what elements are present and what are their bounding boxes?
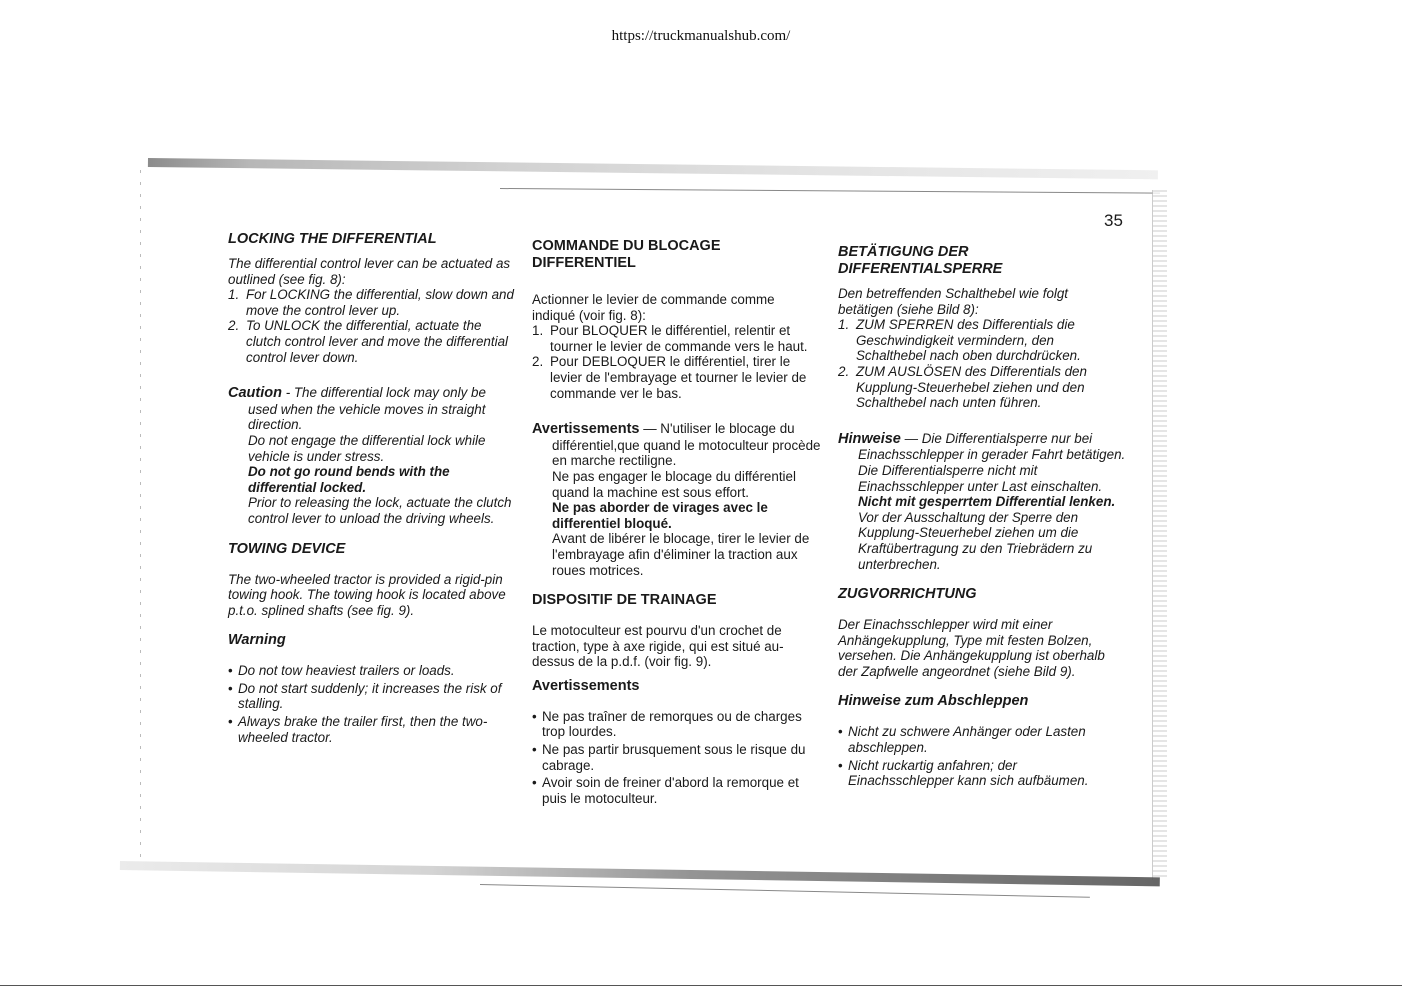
list-item: • Nicht ruckartig anfahren; der Einachsschlepper kann sich aufbäumen.	[838, 757, 1089, 789]
english-locking-heading: LOCKING THE DIFFERENTIAL	[228, 231, 437, 247]
german-caution-label: Hinweise	[838, 430, 901, 447]
list-item: • Ne pas traîner de remorques ou de charges trop lourdes.	[532, 708, 802, 740]
list-item: 2. ZUM AUSLÖSEN des Differentials den Kupplung-Steuerhebel ziehen und den Schalthebel nach unten führen.	[838, 363, 1087, 411]
english-towing-text: The two-wheeled tractor is provided a rigid-pin towing hook. The towing hook is located above p.t.o. splined shafts (see fig. 9).	[228, 571, 506, 618]
english-warning-list	[228, 663, 516, 745]
list-item: • Always brake the trailer first, then the two-wheeled tractor.	[228, 714, 488, 745]
list-item: 2. To UNLOCK the differential, actuate the clutch control lever and move the differential control lever down.	[228, 318, 509, 365]
french-caution-bold: Ne pas aborder de virages avec le differentiel bloqué.	[552, 500, 768, 531]
french-caution: Avertissements — N'utiliser le blocage du différentiel,que quand le motoculteur procède en marche rectiligne.	[532, 421, 821, 469]
french-towing-text: Le motoculteur est pourvu d'un crochet de traction, type à axe rigide, qui est situé au-dessus de la p.d.f. (voir fig. 9).	[532, 623, 784, 670]
english-locking-intro: The differential control lever can be actuated as outlined (see fig. 8):	[228, 256, 511, 287]
list-item: • Do not start suddenly; it increases the risk of stalling.	[228, 680, 502, 712]
english-locking-steps	[228, 287, 516, 365]
scan-shadow-top	[148, 158, 1158, 179]
german-caution-p2: Die Differentialsperre nicht mit Einachsschlepper unter Last einschalten.	[858, 462, 1103, 494]
german-towing-heading: ZUGVORRICHTUNG	[838, 586, 977, 603]
german-caution: Hinweise — Die Differentialsperre nur bei Einachsschlepper in gerader Fahrt betätigen.	[838, 430, 1126, 463]
english-caution-bold: Do not go round bends with the differential locked.	[248, 464, 450, 495]
english-towing-heading: TOWING DEVICE	[228, 540, 346, 557]
english-warning-heading: Warning	[228, 632, 286, 649]
german-locking-steps	[838, 317, 1126, 411]
french-caution-label: Avertissements	[532, 421, 640, 438]
german-locking-heading: BETÄTIGUNG DER DIFFERENTIALSPERRE	[838, 244, 1003, 277]
list-item: 1. For LOCKING the differential, slow down and move the control lever up.	[228, 287, 514, 318]
english-caution-p2: Do not engage the differential lock while vehicle is under stress.	[248, 432, 486, 464]
list-item: • Avoir soin de freiner d'abord la remorque et puis le motoculteur.	[532, 775, 799, 806]
list-item: • Do not tow heaviest trailers or loads.	[228, 663, 455, 679]
german-locking-intro: Den betreffenden Schalthebel wie folgt betätigen (siehe Bild 8):	[838, 286, 1069, 317]
scan-edge-right	[1152, 190, 1167, 880]
french-locking-heading: COMMANDE DU BLOCAGE DIFFERENTIEL	[532, 238, 721, 271]
french-caution-p2: Ne pas engager le blocage du différentiel quand la machine est sous effort.	[552, 468, 796, 500]
german-caution-p3: Vor der Ausschaltung der Sperre den Kupplung-Steuerhebel ziehen um die Kraftübertragung zu den Triebrädern zu unterbrechen.	[858, 509, 1093, 572]
german-column	[838, 244, 1126, 791]
french-locking-intro: Actionner le levier de commande comme indiqué (voir fig. 8):	[532, 292, 775, 323]
german-warning-list	[838, 724, 1126, 788]
french-warning-list	[532, 709, 821, 807]
french-towing-heading: DISPOSITIF DE TRAINAGE	[532, 592, 717, 609]
scan-shadow-bottom	[120, 861, 1160, 886]
french-warning-heading: Avertissements	[532, 677, 640, 694]
list-item: 1. Pour BLOQUER le différentiel, relentir et tourner le levier de commande vers le haut.	[532, 323, 808, 354]
scan-line-bottom	[480, 884, 1090, 898]
header-url: https://truckmanualshub.com/	[611, 28, 791, 44]
english-column	[228, 231, 516, 747]
list-item: • Ne pas partir brusquement sous le risque du cabrage.	[532, 742, 806, 773]
scan-line-top	[500, 188, 1160, 194]
french-column	[532, 238, 821, 808]
scan-edge-left	[140, 170, 141, 860]
list-item: 2. Pour DEBLOQUER le différentiel, tirer le levier de l'embrayage et tourner le levier de commande ver le bas.	[532, 354, 807, 401]
english-caution-label: Caution	[228, 385, 282, 402]
page-number: 35	[1104, 211, 1123, 230]
french-caution-p3: Avant de libérer le blocage, tirer le levier de l'embrayage afin d'éliminer la traction aux roues motrices.	[552, 531, 810, 578]
list-item: 1. ZUM SPERREN des Differentials die Geschwindigkeit vermindern, den Schalthebel nach oben durchdrücken.	[838, 317, 1081, 364]
german-caution-bold: Nicht mit gesperrtem Differential lenken.	[858, 494, 1116, 510]
list-item: • Nicht zu schwere Anhänger oder Lasten abschleppen.	[838, 724, 1086, 756]
french-locking-steps	[532, 323, 821, 401]
english-caution: Caution - The differential lock may only be used when the vehicle moves in straight direction.	[228, 385, 486, 433]
english-caution-p3: Prior to releasing the lock, actuate the clutch control lever to unload the driving wheels.	[248, 495, 512, 526]
german-towing-text: Der Einachsschlepper wird mit einer Anhängekupplung, Type mit festen Bolzen, versehen. Die Anhängekupplung ist oberhalb der Zapfwelle angeordnet (siehe Bild 9).	[838, 617, 1105, 679]
page-bottom-rule	[0, 985, 1402, 986]
german-warning-heading: Hinweise zum Abschleppen	[838, 693, 1029, 710]
